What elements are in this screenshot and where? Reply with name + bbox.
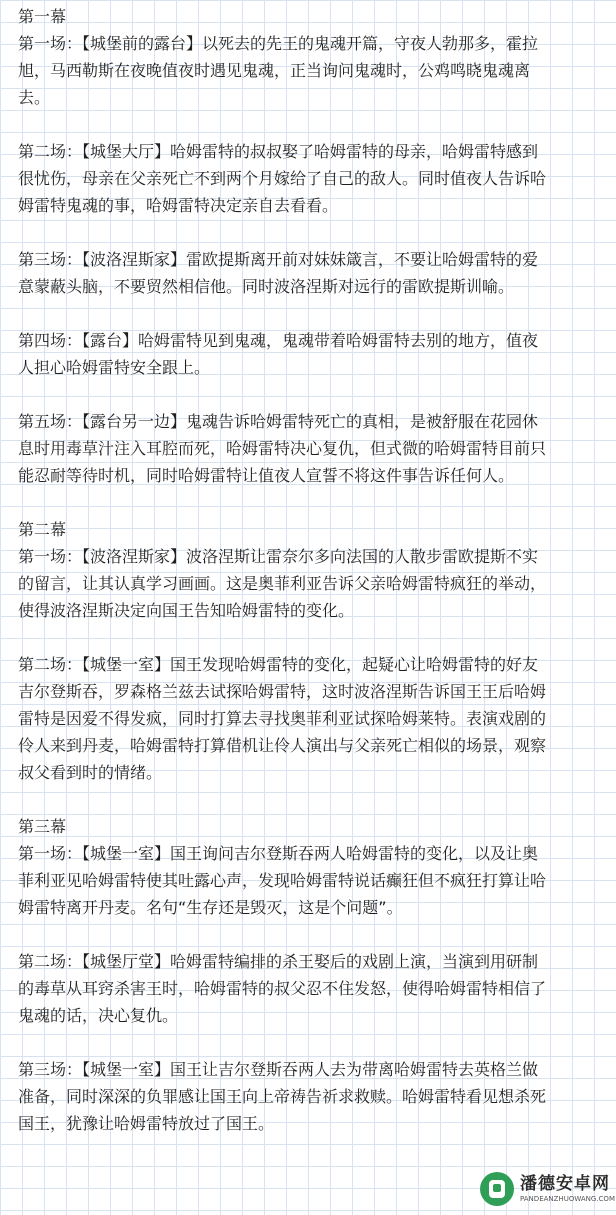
scene-text: 菲利亚见哈姆雷特使其吐露心声，发现哈姆雷特说话癫狂但不疯狂打算让哈 [18,871,547,890]
scene-text: 雷特是因爱不得发疯，同时打算去寻找奥菲利亚试探哈姆莱特。表演戏剧的 [18,709,547,728]
scene-text: 去。 [18,88,51,107]
site-watermark [480,1167,615,1211]
scene-text: 第二场：【城堡大厅】哈姆雷特的叔叔娶了哈姆雷特的母亲，哈姆雷特感到 [18,142,539,161]
scene-text: 旭，马西勒斯在夜晚值夜时遇见鬼魂，正当询问鬼魂时，公鸡鸣晓鬼魂离 [18,61,531,80]
scene-text: 第一场：【波洛涅斯家】波洛涅斯让雷奈尔多向法国的人散步雷欧提斯不实 [18,547,539,566]
scene-text: 人担心哈姆雷特安全跟上。 [18,358,211,377]
phone-app-icon [480,1172,514,1206]
watermark-name: 潘德安卓网 [520,1174,610,1194]
blank-line [18,921,604,948]
blank-line [18,786,604,813]
scene-text: 第二场：【城堡一室】国王发现哈姆雷特的变化，起疑心让哈姆雷特的好友 [18,655,539,674]
scene-text: 息时用毒草汁注入耳腔而死，哈姆雷特决心复仇，但式微的哈姆雷特目前只 [18,439,547,458]
act-heading: 第三幕 [18,817,67,836]
blank-line [18,300,604,327]
scene-text: 第二场：【城堡厅堂】哈姆雷特编排的杀王娶后的戏剧上演，当演到用研制 [18,952,539,971]
scene-text: 能忍耐等待时机，同时哈姆雷特让值夜人宣誓不将这件事告诉任何人。 [18,466,515,485]
blank-line [18,624,604,651]
scene-text: 第三场：【城堡一室】国王让吉尔登斯吞两人去为带离哈姆雷特去英格兰做 [18,1060,539,1079]
scene-text: 吉尔登斯吞，罗森格兰兹去试探哈姆雷特，这时波洛涅斯告诉国王王后哈姆 [18,682,547,701]
scene-text: 国王，犹豫让哈姆雷特放过了国王。 [18,1114,275,1133]
watermark-text [520,1174,615,1204]
scene-text: 第四场：【露台】哈姆雷特见到鬼魂，鬼魂带着哈姆雷特去别的地方，值夜 [18,331,539,350]
blank-line [18,219,604,246]
scene-text: 第一场：【城堡一室】国王询问吉尔登斯吞两人哈姆雷特的变化，以及让奥 [18,844,539,863]
scene-text: 准备，同时深深的负罪感让国王向上帝祷告祈求救赎。哈姆雷特看见想杀死 [18,1087,547,1106]
scene-text: 姆雷特离开丹麦。名句“生存还是毁灭，这是个问题”。 [18,898,403,917]
scene-text: 的毒草从耳窍杀害王时，哈姆雷特的叔父忍不住发怒，使得哈姆雷特相信了 [18,979,547,998]
watermark-url: PANDEANZHUOWANG.COM [520,1195,615,1203]
scene-text: 第三场：【波洛涅斯家】雷欧提斯离开前对妹妹箴言，不要让哈姆雷特的爱 [18,250,539,269]
blank-line [18,489,604,516]
scene-text: 姆雷特鬼魂的事，哈姆雷特决定亲自去看看。 [18,196,339,215]
scene-text: 使得波洛涅斯决定向国王告知哈姆雷特的变化。 [18,601,355,620]
scene-text: 意蒙蔽头脑，不要贸然相信他。同时波洛涅斯对远行的雷欧提斯训喻。 [18,277,515,296]
blank-line [18,1029,604,1056]
act-heading: 第二幕 [18,520,67,539]
scene-text: 的留言，让其认真学习画画。这是奥菲利亚告诉父亲哈姆雷特疯狂的举动， [18,574,547,593]
act-heading: 第一幕 [18,7,67,26]
blank-line [18,381,604,408]
scene-text: 很忧伤，母亲在父亲死亡不到两个月嫁给了自己的敌人。同时值夜人告诉哈 [18,169,547,188]
blank-line [18,111,604,138]
scene-text: 第一场：【城堡前的露台】以死去的先王的鬼魂开篇，守夜人勃那多，霍拉 [18,34,539,53]
scene-text: 叔父看到时的情绪。 [18,763,163,782]
scene-text: 第五场：【露台另一边】鬼魂告诉哈姆雷特死亡的真相，是被舒服在花园休 [18,412,539,431]
scene-text: 鬼魂的话，决心复仇。 [18,1006,179,1025]
document-body [18,3,604,1137]
scene-text: 伶人来到丹麦，哈姆雷特打算借机让伶人演出与父亲死亡相似的场景，观察 [18,736,547,755]
